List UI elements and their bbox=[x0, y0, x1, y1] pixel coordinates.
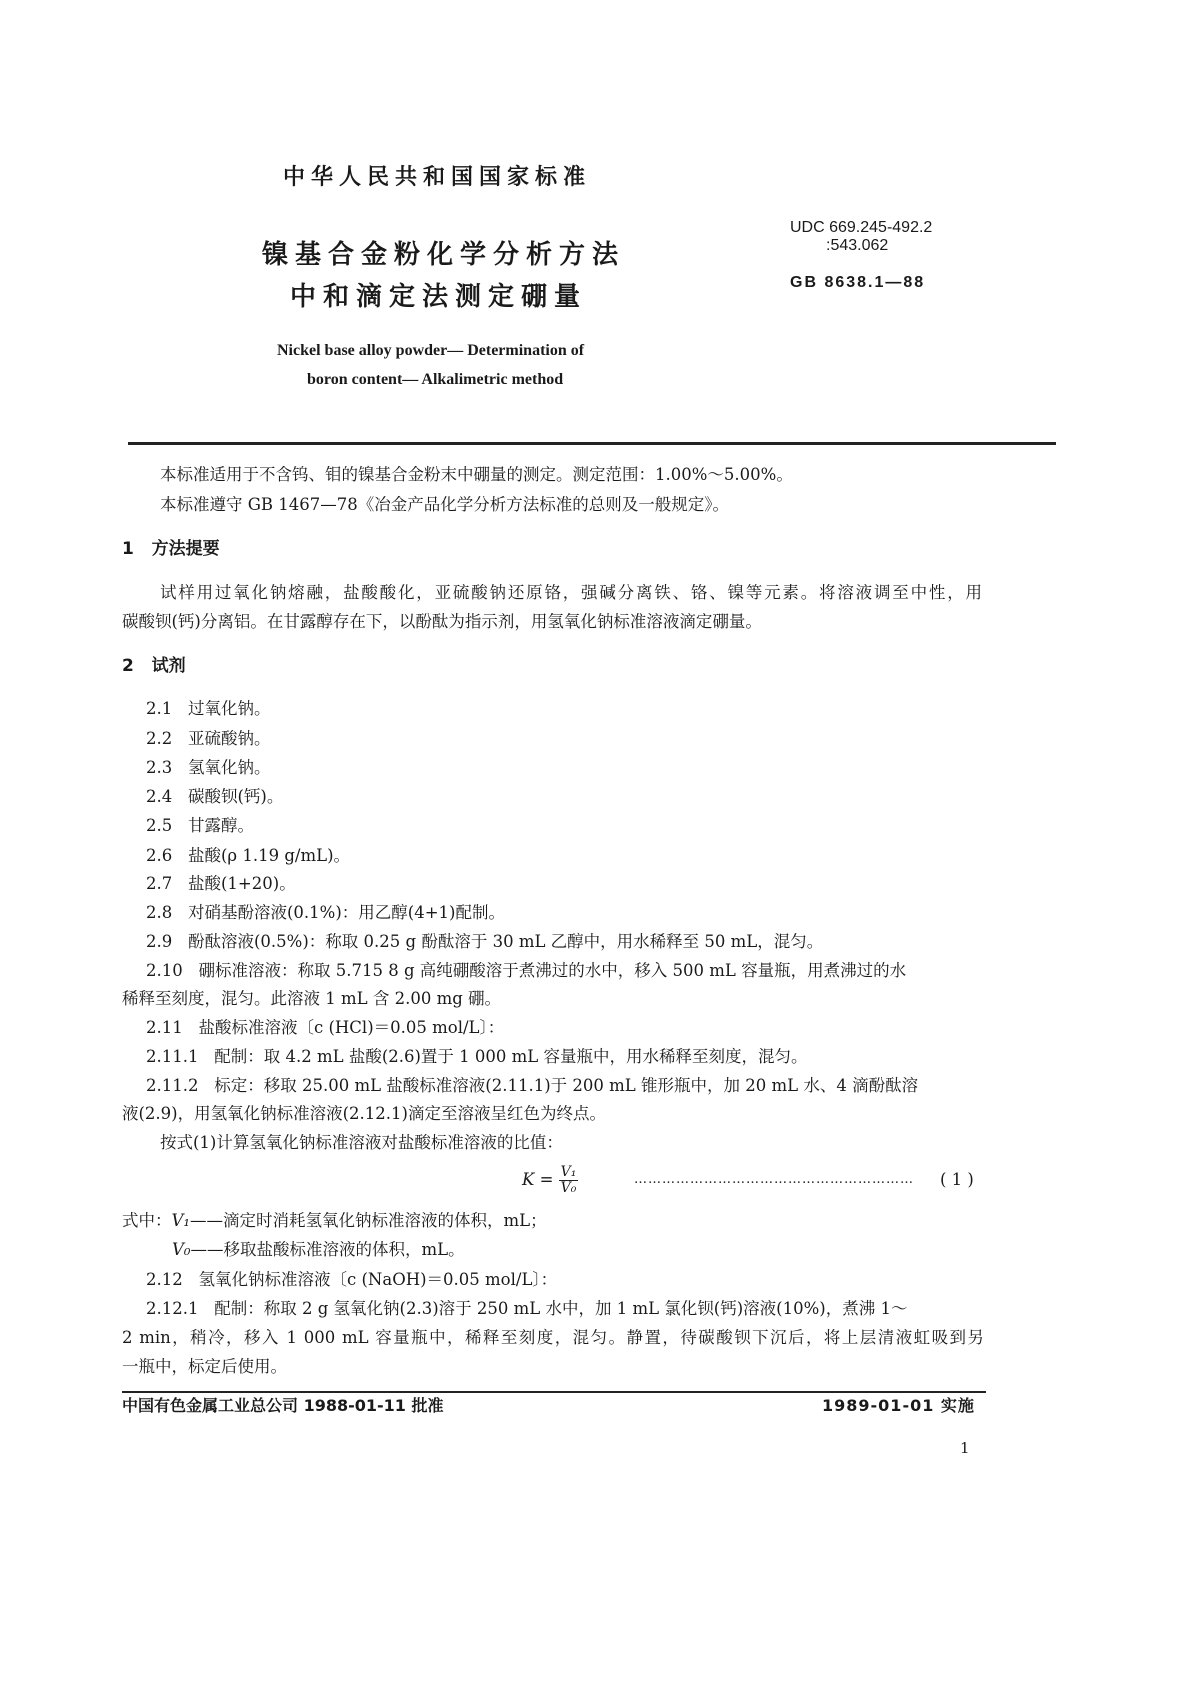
item-text: 硼标准溶液：称取 5.715 8 g 高纯硼酸溶于煮沸过的水中，移入 500 mL 容量瓶，用煮沸过的水 bbox=[198, 961, 907, 980]
v1-description: ——滴定时消耗氢氧化钠标准溶液的体积，mL； bbox=[190, 1211, 547, 1230]
item-text: 盐酸标准溶液〔c (HCl)＝0.05 mol/L〕： bbox=[198, 1018, 505, 1037]
reagent-item bbox=[146, 729, 271, 749]
item-number: 2.9 bbox=[146, 932, 173, 951]
reagent-item bbox=[146, 816, 254, 836]
item-number: 2.3 bbox=[146, 758, 173, 777]
item-text: 甘露醇。 bbox=[188, 816, 254, 835]
reagent-item-2-11-2-continued: 液(2.9)，用氢氧化钠标准溶液(2.12.1)滴定至溶液呈红色为终点。 bbox=[122, 1104, 606, 1123]
reagent-item bbox=[146, 903, 505, 923]
section-number: 2 bbox=[122, 656, 134, 676]
reagent-item-2-12-1 bbox=[146, 1299, 907, 1319]
where-v0 bbox=[172, 1240, 465, 1260]
item-number: 2.6 bbox=[146, 846, 173, 865]
reagent-item bbox=[146, 699, 271, 719]
formula-fraction bbox=[559, 1165, 579, 1196]
reagent-item-2-11 bbox=[146, 1018, 504, 1038]
symbol-v1: V₁ bbox=[171, 1211, 191, 1230]
gb-code: GB 8638.1—88 bbox=[790, 274, 926, 291]
item-text: 对硝基酚溶液(0.1%)：用乙醇(4+1)配制。 bbox=[188, 903, 505, 922]
item-text: 标定：移取 25.00 mL 盐酸标准溶液(2.11.1)于 200 mL 锥形瓶中，加 20 mL 水、4 滴酚酞溶 bbox=[214, 1076, 919, 1095]
reagent-item bbox=[146, 932, 823, 952]
formula-numerator: V₁ bbox=[560, 1164, 577, 1180]
item-number: 2.1 bbox=[146, 699, 173, 718]
reagent-item-2-12-1-continued: 一瓶中，标定后使用。 bbox=[122, 1357, 287, 1376]
symbol-v0: V₀ bbox=[172, 1240, 191, 1259]
item-number: 2.5 bbox=[146, 816, 173, 835]
where-v1 bbox=[122, 1211, 547, 1231]
method-summary-line: 试样用过氧化钠熔融，盐酸酸化，亚硫酸钠还原铬，强碱分离铁、铬、镍等元素。将溶液调至中性，用 bbox=[160, 583, 982, 602]
section-2-heading bbox=[122, 656, 186, 676]
item-text: 配制：取 4.2 mL 盐酸(2.6)置于 1 000 mL 容量瓶中，用水稀释至刻度，混匀。 bbox=[214, 1047, 808, 1066]
english-title-continued: boron content— Alkalimetric method bbox=[307, 371, 564, 388]
item-text: 氢氧化钠标准溶液〔c (NaOH)＝0.05 mol/L〕： bbox=[198, 1270, 558, 1289]
compliance-paragraph: 本标准遵守 GB 1467—78《冶金产品化学分析方法标准的总则及一般规定》。 bbox=[160, 495, 730, 514]
formula-k bbox=[522, 1164, 578, 1196]
reagent-item-2-12 bbox=[146, 1270, 557, 1290]
v0-description: ——移取盐酸标准溶液的体积，mL。 bbox=[190, 1240, 465, 1259]
reagent-item-2-11-2 bbox=[146, 1076, 918, 1096]
item-text: 氢氧化钠。 bbox=[188, 758, 271, 777]
reagent-item-2-12-1-continued: 2 min，稍冷，移入 1 000 mL 容量瓶中，稀释至刻度，混匀。静置，待碳酸钡下沉后，将上层清液虹吸到另 bbox=[122, 1328, 984, 1347]
item-number: 2.12 bbox=[146, 1270, 183, 1289]
method-summary-line: 碳酸钡(钙)分离铝。在甘露醇存在下，以酚酞为指示剂，用氢氧化钠标准溶液滴定硼量。 bbox=[122, 612, 762, 631]
page-number: 1 bbox=[960, 1439, 970, 1457]
footer-divider bbox=[122, 1391, 986, 1393]
english-title: Nickel base alloy powder— Determination of bbox=[277, 342, 585, 359]
item-text: 盐酸(1+20)。 bbox=[188, 874, 296, 893]
item-text: 过氧化钠。 bbox=[188, 699, 271, 718]
reagent-item bbox=[146, 874, 296, 894]
header-divider bbox=[128, 442, 1056, 445]
item-number: 2.10 bbox=[146, 961, 183, 980]
item-number: 2.12.1 bbox=[146, 1299, 199, 1318]
reagent-item bbox=[146, 787, 283, 807]
reagent-item-2-10-continued: 稀释至刻度，混匀。此溶液 1 mL 含 2.00 mg 硼。 bbox=[122, 989, 502, 1008]
section-1-heading bbox=[122, 539, 220, 559]
udc-code: UDC 669.245-492.2 bbox=[790, 219, 933, 236]
national-standard-heading: 中华人民共和国国家标准 bbox=[283, 165, 592, 190]
reagent-item bbox=[146, 758, 271, 778]
item-text: 配制：称取 2 g 氢氧化钠(2.3)溶于 250 mL 水中，加 1 mL 氯化钡(钙)溶液(10%)，煮沸 1～ bbox=[214, 1299, 908, 1318]
document-subtitle: 中和滴定法测定硼量 bbox=[290, 282, 588, 312]
item-number: 2.4 bbox=[146, 787, 173, 806]
item-number: 2.7 bbox=[146, 874, 173, 893]
section-title: 方法提要 bbox=[151, 539, 220, 559]
item-number: 2.11.1 bbox=[146, 1047, 199, 1066]
scope-paragraph: 本标准适用于不含钨、钼的镍基合金粉末中硼量的测定。测定范围：1.00%～5.00%。 bbox=[160, 465, 793, 484]
item-number: 2.8 bbox=[146, 903, 173, 922]
item-text: 碳酸钡(钙)。 bbox=[188, 787, 284, 806]
item-text: 盐酸(ρ 1.19 g/mL)。 bbox=[188, 846, 351, 865]
section-title: 试剂 bbox=[151, 656, 186, 676]
approval-note: 中国有色金属工业总公司 1988-01-11 批准 bbox=[122, 1396, 444, 1415]
reagent-item bbox=[146, 846, 350, 866]
formula-number: ( 1 ) bbox=[940, 1170, 974, 1189]
where-prefix: 式中： bbox=[122, 1211, 172, 1230]
item-number: 2.2 bbox=[146, 729, 173, 748]
formula-intro: 按式(1)计算氢氧化钠标准溶液对盐酸标准溶液的比值： bbox=[160, 1133, 563, 1152]
formula-lhs: K = bbox=[522, 1170, 554, 1189]
reagent-item-2-11-1 bbox=[146, 1047, 808, 1067]
formula-leader-dots: …………………………………………………… bbox=[634, 1172, 914, 1187]
section-number: 1 bbox=[122, 539, 134, 559]
item-number: 2.11 bbox=[146, 1018, 183, 1037]
item-number: 2.11.2 bbox=[146, 1076, 199, 1095]
item-text: 酚酞溶液(0.5%)：称取 0.25 g 酚酞溶于 30 mL 乙醇中，用水稀释至 50 mL，混匀。 bbox=[188, 932, 824, 951]
formula-denominator: V₀ bbox=[560, 1180, 577, 1196]
udc-code-continued: :543.062 bbox=[826, 237, 889, 254]
item-text: 亚硫酸钠。 bbox=[188, 729, 271, 748]
effective-date: 1989-01-01 实施 bbox=[822, 1396, 975, 1415]
document-title: 镍基合金粉化学分析方法 bbox=[262, 240, 626, 270]
reagent-item-2-10 bbox=[146, 961, 906, 981]
